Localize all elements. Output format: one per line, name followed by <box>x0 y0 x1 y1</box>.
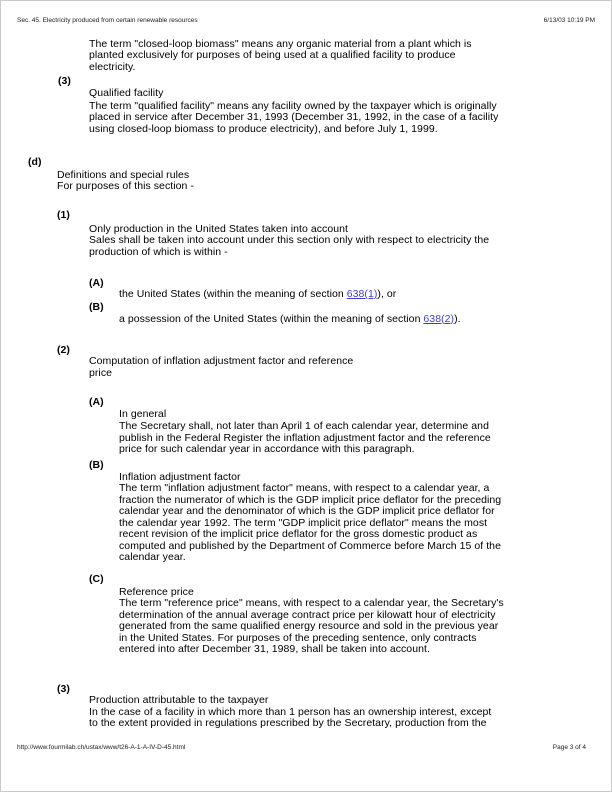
paragraph-sales <box>89 235 489 258</box>
text-d1a-pre: the United States (within the meaning of section <box>119 288 347 300</box>
text-line: price <box>89 366 113 379</box>
text-line: production of which is within - <box>89 245 228 258</box>
text-line: fraction the numerator of which is the GDP implicit price deflator for the preceding <box>119 493 502 506</box>
heading-computation <box>89 356 353 379</box>
text-line: recent revision of the implicit price deflator for the gross domestic product as <box>119 528 478 540</box>
label-d3: (3) <box>57 682 70 695</box>
heading-in-general: In general <box>119 408 167 420</box>
text-for-purposes: For purposes of this section - <box>57 180 194 192</box>
text-line: The term "reference price" means, with respect to a calendar year, the Secretary's <box>119 597 504 609</box>
heading-production-attributable: Production attributable to the taxpayer <box>89 694 269 706</box>
text-line: In the case of a facility in which more than 1 person has an ownership interest, except <box>89 705 492 718</box>
paragraph-production-attributable <box>89 707 491 730</box>
label-d1b: (B) <box>89 300 104 313</box>
label-c3: (3) <box>58 75 71 87</box>
paragraph-qualified-facility <box>89 101 498 136</box>
text-line: The term "closed-loop biomass" means any organic material from a plant which is <box>89 37 472 50</box>
text-d1a-post: ), or <box>377 288 397 300</box>
text-line: determination of the annual average contract price per kilowatt hour of electricity <box>119 608 496 621</box>
header-section-title: Sec. 45. Electricity produced from certain renewable resources <box>17 17 198 24</box>
heading-definitions: Definitions and special rules <box>57 168 190 181</box>
text-line: placed in service after December 31, 1993 (December 31, 1992, in the case of a facility <box>89 111 499 123</box>
text-line: entered into after December 31, 1989, shall be taken into account. <box>119 643 430 655</box>
paragraph-secretary <box>119 421 491 456</box>
heading-only-production: Only production in the United States taken into account <box>89 222 348 235</box>
label-d2a: (A) <box>89 396 104 408</box>
header-timestamp: 6/13/03 10:19 PM <box>543 17 595 24</box>
text-line: Sales shall be taken into account under this section only with respect to electricity the <box>89 234 490 246</box>
text-line: The term "inflation adjustment factor" means, with respect to a calendar year, a <box>119 482 490 494</box>
text-line: using closed-loop biomass to produce electricity), and before July 1, 1999. <box>89 122 438 135</box>
paragraph-reference-price <box>119 598 504 656</box>
paragraph-inflation-adjustment-factor <box>119 483 501 564</box>
text-line: The term "qualified facility" means any facility owned by the taxpayer which is originally <box>89 99 497 112</box>
label-d2b: (B) <box>89 459 104 471</box>
text-line: publish in the Federal Register the inflation adjustment factor and the reference <box>119 431 491 444</box>
text-line: planted exclusively for purposes of being used at a qualified facility to produce <box>89 49 456 61</box>
section-638-1-link[interactable]: 638(1) <box>346 288 378 300</box>
text-line: the calendar year 1992. The term "GDP implicit price deflator" means the most <box>119 516 488 529</box>
line-d1b <box>119 314 461 326</box>
text-line: Computation of inflation adjustment factor and reference <box>89 355 354 367</box>
text-line: price for such calendar year in accordance with this paragraph. <box>119 443 415 455</box>
footer-url: http://www.fourmilab.ch/ustax/www/t26-A-1-A-IV-D-45.html <box>17 744 186 751</box>
text-line: calendar year. <box>119 551 186 563</box>
text-d1b-pre: a possession of the United States (within the meaning of section <box>119 312 424 325</box>
text-line: electricity. <box>89 60 136 73</box>
paragraph-closed-loop-biomass <box>89 39 472 74</box>
label-d1: (1) <box>57 209 70 221</box>
label-d: (d) <box>28 156 42 168</box>
line-d1a <box>119 289 396 301</box>
section-638-2-link[interactable]: 638(2) <box>423 312 455 325</box>
heading-reference-price: Reference price <box>119 585 194 598</box>
label-d2c: (C) <box>89 573 104 585</box>
text-line: in the United States. For purposes of the preceding sentence, only contracts <box>119 631 477 644</box>
text-line: computed and published by the Department of Commerce before March 15 of the <box>119 539 501 552</box>
text-d1b-post: ). <box>454 312 461 325</box>
label-d2: (2) <box>57 343 70 356</box>
text-line: The Secretary shall, not later than April 1 of each calendar year, determine and <box>119 420 489 432</box>
label-d1a: (A) <box>89 276 104 289</box>
text-line: generated from the same qualified energy resource and sold in the previous year <box>119 620 499 632</box>
text-line: calendar year and the denominator of which is the GDP implicit price deflator for <box>119 505 495 517</box>
footer-page-number: Page 3 of 4 <box>552 744 586 751</box>
text-line: to the extent provided in regulations prescribed by the Secretary, production from the <box>89 717 487 729</box>
heading-inflation-adjustment-factor: Inflation adjustment factor <box>119 470 241 483</box>
heading-qualified-facility: Qualified facility <box>89 87 164 99</box>
